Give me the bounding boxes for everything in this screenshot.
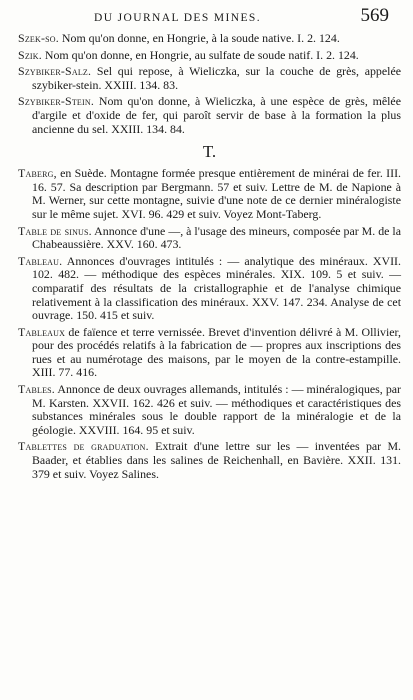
index-entry — [18, 65, 401, 92]
entry-head: Szek-so. — [18, 31, 59, 45]
entry-head: Table de sinus. — [18, 223, 92, 238]
index-entry — [18, 255, 401, 323]
entry-text: Annonce de deux ouvrages allemands, intitulés : — minéralogiques, par M. Karsten. XXVII. 162. 426 et suiv. — méthodiques et caractéristiques des substances minérales sous le double rapport de la minéralogie et de la géologie. XXVIII. 164. 95 et suiv. — [32, 382, 401, 437]
entry-head: Taberg, — [18, 166, 57, 181]
entry-text: Nom qu'on donne, à Wieliczka, à une espèce de grès, mêlée d'argile et d'oxide de fer, qui paroît servir de base à la formation la plus ancienne du sel. XXIII. 134. 84. — [32, 94, 401, 136]
page-header — [18, 0, 401, 30]
entry-head: Tables. — [18, 382, 55, 397]
entry-head: Szik. — [18, 47, 42, 62]
entry-head: Szybiker-Salz. — [18, 64, 92, 79]
entries-t — [18, 167, 401, 481]
index-entry — [18, 49, 401, 63]
entry-text: en Suède. Montagne formée presque entièrement de minérai de fer. III. 16. 57. Sa description par Bergmann. 57 et suiv. Lettre de M. de Napione à M. Werner, sur cette montagne, suivie d'une note de ce dernier minéralogiste sur le même sujet. XVI. 96. 429 et suiv. Voyez Mont-Taberg. — [32, 166, 401, 221]
entry-text: Nom qu'on donne, en Hongrie, à la soude native. I. 2. 124. — [58, 31, 340, 45]
section-letter: T. — [202, 142, 217, 162]
entry-head: Szybiker-Stein. — [18, 94, 95, 109]
entry-text: Annonce d'une —, à l'usage des mineurs, composée par M. de la Chabeaussière. XXV. 160. 473. — [32, 223, 401, 252]
entry-text: Extrait d'une lettre sur les — inventées par M. Baader, et établies dans les salines de Reichenhall, en Bavière. XXII. 131. 379 et suiv. Voyez Salines. — [32, 439, 401, 481]
index-entry — [18, 167, 401, 221]
entry-text: de faïence et terre vernissée. Brevet d'invention délivré à M. Ollivier, pour des procédés relatifs à la fabrication de — propres aux inscriptions des rues et au numérotage des maisons, par le moyen de la contre-estampille. XIII. 77. 416. — [32, 324, 401, 380]
entry-head: Tableau. — [18, 253, 63, 268]
index-entry — [18, 225, 401, 252]
entry-head: Tablettes de graduation. — [18, 439, 149, 454]
running-head: DU JOURNAL DES MINES. — [94, 12, 261, 24]
index-entry — [18, 95, 401, 136]
page-number: 569 — [360, 5, 389, 26]
index-entry — [18, 383, 401, 437]
entries-s — [18, 32, 401, 136]
entry-head: Tableaux — [18, 324, 66, 339]
index-entry — [18, 32, 401, 46]
index-entry — [18, 326, 401, 380]
entry-text: Annonces d'ouvrages intitulés : — analytique des minéraux. XVII. 102. 482. — méthodique des espèces minérales. XIX. 109. 5 et suiv. — comparatif des résultats de la cristallographie et de l'analyse chimique relativement à la classification des minéraux. XXV. 147. 234. Analyse de cet ouvrage. 150. 415 et suiv. — [32, 253, 401, 323]
index-entry — [18, 440, 401, 481]
entry-text: Nom qu'on donne, en Hongrie, au sulfate de soude natif. I. 2. 124. — [41, 47, 359, 62]
entry-text: Sel qui repose, à Wieliczka, sur la couche de grès, appelée szybiker-stein. XXIII. 134. 83. — [32, 64, 401, 92]
